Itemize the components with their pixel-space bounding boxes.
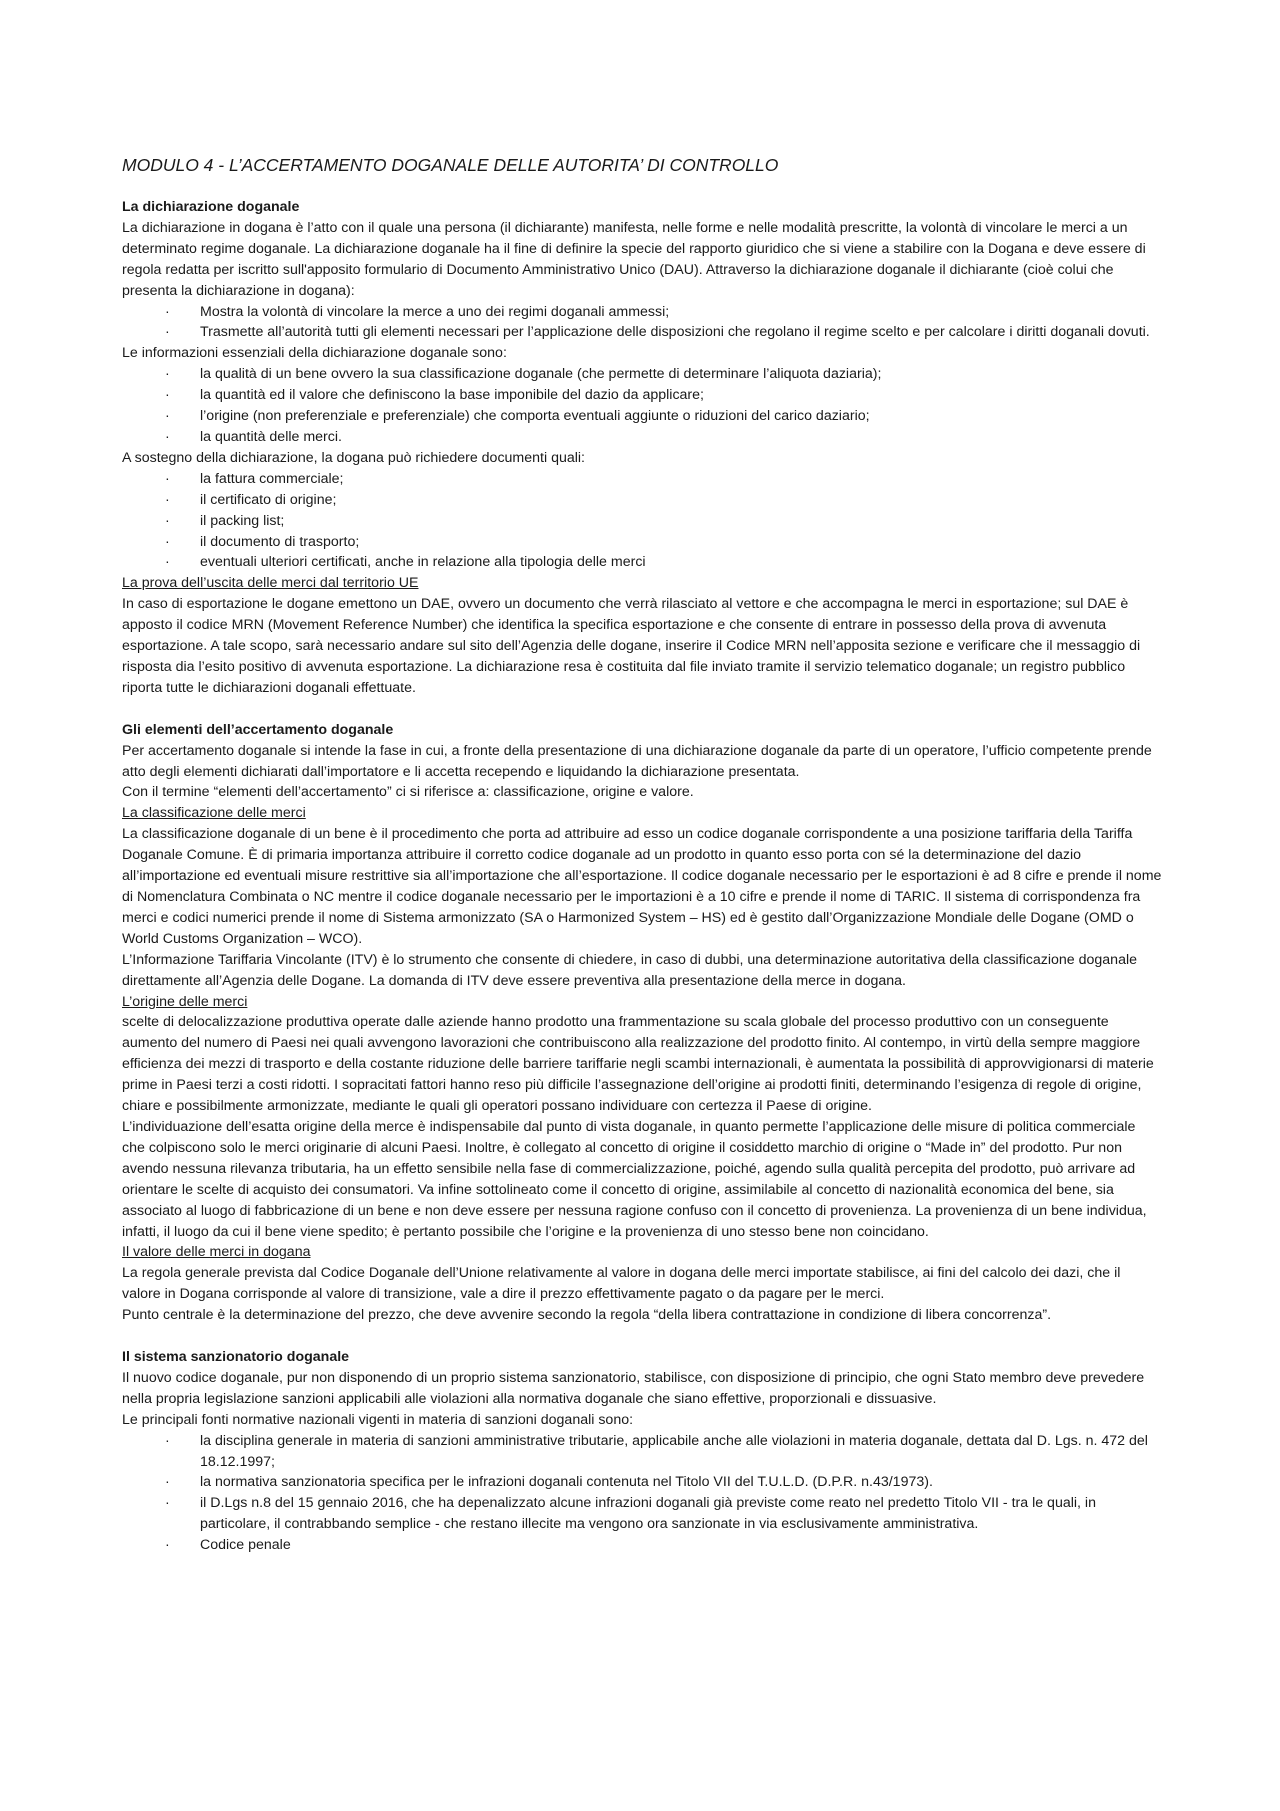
list-item: · Mostra la volontà di vincolare la merce a uno dei regimi doganali ammessi; [122,302,1162,323]
list-item: · l’origine (non preferenziale e preferenziale) che comporta eventuali aggiunte o riduzioni del carico daziario; [122,406,1162,427]
spacer [122,699,1162,720]
bullet-icon: · [165,1474,170,1491]
bullet-icon: · [165,512,170,529]
bullet-icon: · [165,408,170,425]
list-item: · la quantità delle merci. [122,427,1162,448]
bullet-icon: · [165,324,170,341]
paragraph: Le informazioni essenziali della dichiarazione doganale sono: [122,345,507,362]
section-heading: La dichiarazione doganale [122,199,300,215]
paragraph: scelte di delocalizzazione produttiva operate dalle aziende hanno prodotto una frammentazione su scala globale del processo produttivo con un conseguente aumento del numero di Paesi nei quali avvengono lavorazioni che contribuiscono alla realizzazione del prodotto finito. Al contempo, in virtù della sempre maggiore efficienza dei mezzi di trasporto e della costante riduzione delle barriere tariffarie negli scambi internazionali, è aumentata la possibilità di approvvigionarsi di materie prime in Paesi terzi a costi ridotti. I sopracitati fattori hanno reso più difficile l’assegnazione dell’origine ai prodotti finiti, determinando l’esigenza di regole di origine, chiare e possibilmente armonizzate, mediante le quali gli operatori possano individuare con certezza il Paese di origine. [122,1014,1154,1115]
list-item: · eventuali ulteriori certificati, anche in relazione alla tipologia delle merci [122,552,1162,573]
list-item: · il certificato di origine; [122,490,1162,511]
paragraph: In caso di esportazione le dogane emettono un DAE, ovvero un documento che verrà rilasciato al vettore e che accompagna le merci in esportazione; sul DAE è apposto il codice MRN (Movement Reference Number) che identifica la specifica esportazione e che consente di entrare in possesso della prova di avvenuta esportazione. A tale scopo, sarà necessario andare sul sito dell’Agenzia delle dogane, inserire il Codice MRN nell’apposita sezione e verificare che il messaggio di risposta dia l’esito positivo di avvenuta esportazione. La dichiarazione resa è costituita dal file inviato tramite il servizio telematico doganale; un registro pubblico riporta tutte le dichiarazioni doganali effettuate. [122,596,1141,696]
document-title: MODULO 4 - L’ACCERTAMENTO DOGANALE DELLE AUTORITA’ DI CONTROLLO [122,155,779,175]
paragraph: La dichiarazione in dogana è l’atto con il quale una persona (il dichiarante) manifesta, nelle forme e nelle modalità prescritte, la volontà di vincolare le merci a un determinato regime doganale. La dichiarazione doganale ha il fine di definire la specie del rapporto giuridico che si viene a stabilire con la Dogana e deve essere di regola redatta per iscritto sull'apposito formulario di Documento Amministrativo Unico (DAU). Attraverso la dichiarazione doganale il dichiarante (cioè colui che presenta la dichiarazione in dogana): [122,219,1146,299]
bullet-icon: · [165,428,170,445]
paragraph: Punto centrale è la determinazione del prezzo, che deve avvenire secondo la regola “della libera contrattazione in condizione di libera concorrenza”. [122,1307,1052,1324]
list-item: · la normativa sanzionatoria specifica per le infrazioni doganali contenuta nel Titolo VII del T.U.L.D. (D.P.R. n.43/1973). [122,1472,1162,1493]
list-item: · il packing list; [122,511,1162,532]
spacer [122,1326,1162,1347]
section-heading: Il sistema sanzionatorio doganale [122,1349,350,1366]
bullet-list [122,469,1162,574]
list-item: · Trasmette all’autorità tutti gli elementi necessari per l’applicazione delle disposizioni che regolano il regime scelto e per calcolare i diritti doganali dovuti. [122,322,1162,343]
bullet-list [122,1431,1162,1556]
bullet-icon: · [165,1495,170,1512]
section-heading: Gli elementi dell’accertamento doganale [122,721,394,738]
list-item: · il documento di trasporto; [122,532,1162,553]
list-item: · la quantità ed il valore che definiscono la base imponibile del dazio da applicare; [122,385,1162,406]
paragraph: L’Informazione Tariffaria Vincolante (ITV) è lo strumento che consente di chiedere, in caso di dubbi, una determinazione autoritativa della classificazione doganale direttamente all’Agenzia delle Dogane. La domanda di ITV deve essere preventiva alla presentazione della merce in dogana. [122,951,1138,989]
bullet-icon: · [165,470,170,487]
paragraph: Con il termine “elementi dell’accertamento” ci si riferisce a: classificazione, origine e valore. [122,784,694,801]
list-item: · la disciplina generale in materia di sanzioni amministrative tributarie, applicabile anche alle violazioni in materia doganale, dettata dal D. Lgs. n. 472 del 18.12.1997; [165,1432,1148,1470]
subsection-heading: L’origine delle merci [122,993,248,1010]
bullet-icon: · [165,387,170,404]
paragraph: Per accertamento doganale si intende la fase in cui, a fronte della presentazione di una dichiarazione doganale da parte di un operatore, l’ufficio competente prende atto degli elementi dichiarati dall’importatore e li accetta recependo e liquidando la dichiarazione presentata. [122,742,1152,780]
bullet-icon: · [165,366,170,383]
bullet-icon: · [165,303,170,320]
paragraph: Il nuovo codice doganale, pur non disponendo di un proprio sistema sanzionatorio, stabilisce, con disposizione di principio, che ogni Stato membro deve prevedere nella propria legislazione sanzioni applicabili alle violazioni alla normativa doganale che siano effettive, proporzionali e dissuasive. [122,1369,1145,1407]
list-item: · il D.Lgs n.8 del 15 gennaio 2016, che ha depenalizzato alcune infrazioni doganali già previste come reato nel predetto Titolo VII - tra le quali, in particolare, il contrabbando semplice - che restano illecite ma vengono ora sanzionate in via esclusivamente amministrativa. [165,1495,1096,1533]
bullet-icon: · [165,533,170,550]
paragraph: La classificazione doganale di un bene è il procedimento che porta ad attribuire ad esso un codice doganale corrispondente a una posizione tariffaria della Tariffa Doganale Comune. È di primaria importanza attribuire il corretto codice doganale ad un prodotto in quanto esso porta con sé la determinazione del dazio all’importazione ed eventuali misure restrittive sia all’importazione che all’esportazione. Il codice doganale necessario per le esportazioni è ad 8 cifre e prende il nome di Nomenclatura Combinata o NC mentre il codice doganale necessario per le importazioni è a 10 cifre e prende il nome di TARIC. Il sistema di corrispondenza fra merci e codici numerici prende il nome di Sistema armonizzato (SA o Harmonized System – HS) ed è gestito dall’Organizzazione Mondiale delle Dogane (OMD o World Customs Organization – WCO). [122,826,1162,947]
list-item: · Codice penale [122,1535,1162,1556]
subsection-heading: Il valore delle merci in dogana [122,1244,311,1261]
bullet-icon: · [165,491,170,508]
subsection-heading: La prova dell’uscita delle merci dal territorio UE [122,575,419,592]
list-item: · la fattura commerciale; [122,469,1162,490]
paragraph: La regola generale prevista dal Codice Doganale dell’Unione relativamente al valore in dogana delle merci importate stabilisce, ai fini del calcolo dei dazi, che il valore in Dogana corrisponde al valore di transizione, vale a dire il prezzo effettivamente pagato o da pagare per le merci. [122,1265,1121,1303]
subsection-heading: La classificazione delle merci [122,805,306,822]
bullet-icon: · [165,1537,170,1554]
list-item: · la qualità di un bene ovvero la sua classificazione doganale (che permette di determinare l’aliquota daziaria); [122,364,1162,385]
paragraph: Le principali fonti normative nazionali vigenti in materia di sanzioni doganali sono: [122,1411,634,1428]
paragraph: A sostegno della dichiarazione, la dogana può richiedere documenti quali: [122,449,585,466]
bullet-list [122,302,1162,344]
paragraph: L’individuazione dell’esatta origine della merce è indispensabile dal punto di vista doganale, in quanto permette l’applicazione delle misure di politica commerciale che colpiscono solo le merci originarie di alcuni Paesi. Inoltre, è collegato al concetto di origine il cosiddetto marchio di origine o “Made in” del prodotto. Pur non avendo nessuna rilevanza tributaria, ha un effetto sensibile nella fase di commercializzazione, poiché, agendo sulla qualità percepita del prodotto, può arrivare ad orientare le scelte di acquisto dei consumatori. Va infine sottolineato come il concetto di origine, assimilabile al concetto di nazionalità economica del bene, sia associato al luogo di fabbricazione di un bene e non deve essere per nessuna ragione confuso con il concetto di provenienza. La provenienza di un bene individua, infatti, il luogo da cui il bene viene spedito; è pertanto possibile che l’origine e la provenienza di uno stesso bene non coincidano. [122,1118,1147,1240]
bullet-icon: · [165,554,170,571]
document-body [122,153,1162,1556]
bullet-list [122,364,1162,448]
bullet-icon: · [165,1432,170,1449]
